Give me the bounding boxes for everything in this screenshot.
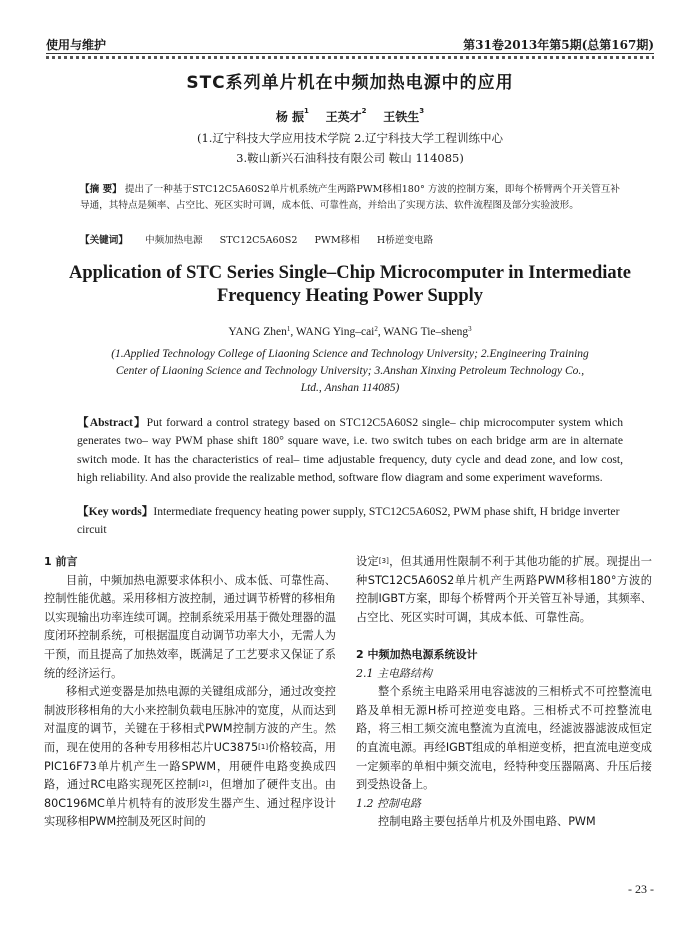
right-para-text-b: ，但其通用性限制不利于其他功能的扩展。现提出一种STC12C5A60S2单片机产生两路PWM移相180°方波的控制IGBT方案，即每个桥臂两个开关管互补导通，其频率、占空比、死区实时可调，其成本低、可靠性高。 <box>356 555 652 624</box>
en-author-3: , WANG Tie–sheng <box>377 326 469 338</box>
en-author-1: YANG Zhen <box>228 326 287 338</box>
en-author-2-sup: 2 <box>374 325 378 333</box>
section-2-heading: 2 中频加热电源系统设计 <box>356 647 478 661</box>
cn-author-3: 王铁生 <box>383 110 420 124</box>
section-2-1-heading: 2.1 主电路结构 <box>356 666 432 680</box>
right-paragraph-continued <box>356 553 652 627</box>
cn-abstract-text: 提出了一种基于STC12C5A60S2单片机系统产生两路PWM移相180° 方波的控制方案，即每个桥臂两个开关管互补导通，其特点是频率、占空比、死区实时可调，成本低、可靠性高，并给出了实现方法、软件流程图及部分实验波形。 <box>80 184 620 211</box>
body-column-left <box>44 553 336 832</box>
en-authors <box>0 326 700 338</box>
en-keywords-label: 【Key words】 <box>77 505 154 518</box>
cn-keyword: H桥逆变电路 <box>376 235 434 246</box>
cn-author-2: 王英才 <box>325 110 362 124</box>
cn-author-1-sup: 1 <box>304 107 309 115</box>
en-author-1-sup: 1 <box>286 325 291 333</box>
page-number: - 23 - <box>628 882 654 896</box>
en-abstract <box>77 414 623 488</box>
en-affiliation-line-3: Ltd., Anshan 114085) <box>300 382 400 394</box>
en-affiliation-line-1: (1.Applied Technology College of Liaoning Science and Technology University; 2.Engineering Training <box>111 348 589 360</box>
para-2-text-b: 价格较高，用PIC16F73单片机产生一路SPWM，用硬件电路变换成四路，通过RC电路实现死区控制 <box>44 740 336 792</box>
cn-keyword: STC12C5A60S2 <box>219 235 298 246</box>
section-1-paragraph-1: 目前，中频加热电源要求体积小、成本低、可靠性高、控制性能优越。采用移相方波控制，通过调节桥臂的移相角以实现输出功率连续可调。控制系统采用基于微处理器的温度闭环控制系统，可根据温度自动调节功率大小，无需人为干预，而且提高了加热效率，既满足了工艺要求又保证了系统的经济运行。 <box>44 573 336 680</box>
citation-2: [2] <box>198 780 209 789</box>
header-rule <box>46 53 654 59</box>
cn-keyword: PWM移相 <box>314 235 360 246</box>
cn-author-2-sup: 2 <box>361 107 367 115</box>
en-author-3-sup: 3 <box>468 325 472 333</box>
cn-keywords-label: 【关键词】 <box>80 235 128 246</box>
cn-authors <box>0 108 700 125</box>
cn-keyword: 中频加热电源 <box>145 235 203 246</box>
section-2-2-heading: 1.2 控制电路 <box>356 796 421 810</box>
cn-keywords <box>80 232 620 246</box>
citation-3: [3] <box>378 557 389 565</box>
en-keywords-text: Intermediate frequency heating power supply, STC12C5A60S2, PWM phase shift, H bridge inverter circuit <box>77 505 620 537</box>
running-header <box>46 36 654 52</box>
cn-abstract-label: 【摘 要】 <box>80 184 122 195</box>
section-1-heading: 1 前言 <box>44 555 78 568</box>
cn-affiliation-2: 3.鞍山新兴石油科技有限公司 鞍山 114085) <box>236 151 464 165</box>
header-issue: 第31卷2013年第5期(总第167期) <box>463 38 654 52</box>
en-keywords <box>77 503 623 540</box>
body-column-right <box>356 553 652 832</box>
section-2-2-paragraph: 控制电路主要包括单片机及外围电路、PWM <box>378 815 596 829</box>
en-abstract-label: 【Abstract】 <box>77 416 147 429</box>
en-affiliation <box>60 346 640 397</box>
en-title-line-1: Application of STC Series Single–Chip Microcomputer in Intermediate <box>68 263 631 283</box>
cn-affiliation-1: (1.辽宁科技大学应用技术学院 2.辽宁科技大学工程训练中心 <box>196 131 504 145</box>
cn-author-3-sup: 3 <box>419 107 425 115</box>
section-2-1-paragraph: 整个系统主电路采用电容滤波的三相桥式不可控整流电路及单相无源H桥可控逆变电路。三相桥式不可控整流电路，将三相工频交流电整流为直流电，经滤波器滤波成恒定的直流电源。再经IGBT组成的单相逆变桥，把直流电逆变成一定频率的单相中频交流电，经特种变压器隔离、升压后接到受热设备上。 <box>356 685 652 792</box>
para-2-text-a: 移相式逆变器是加热电源的关键组成部分，通过改变控制波形移相角的大小来控制负载电压脉冲的宽度，从而达到对温度的调节，关键在于移相式PWM控制方波的产生。然而，现在使用的各种专用移相芯片UC3875 <box>44 685 336 754</box>
section-1-paragraph-2 <box>44 683 336 832</box>
citation-1: [1] <box>258 742 269 751</box>
en-abstract-text: Put forward a control strategy based on STC12C5A60S2 single– chip microcomputer system which generates two– way PWM phase shift 180° square wave, i.e. two switch tubes on each bridge arm are in alternate switch mode. It has the characteristics of real– time adjustable frequency, duty cycle and dead zone, and low cost, high reliability. And also provide the realizable method, software flow diagram and some experiment waveforms. <box>77 416 623 485</box>
en-title-line-2: Frequency Heating Power Supply <box>216 286 484 306</box>
cn-title: STC系列单片机在中频加热电源中的应用 <box>186 73 514 93</box>
right-para-text-a: 设定 <box>356 555 379 568</box>
para-2-text-c: ，但增加了硬件支出。由80C196MC单片机特有的波形发生器产生、通过程序设计实现移相PWM控制及死区时间的 <box>44 778 336 829</box>
en-author-2: , WANG Ying–cai <box>290 326 375 338</box>
en-title <box>0 262 700 308</box>
cn-author-1: 杨 振 <box>275 110 305 124</box>
en-affiliation-line-2: Center of Liaoning Science and Technology University; 3.Anshan Xinxing Petroleum Technology Co., <box>115 365 585 377</box>
spacer <box>356 627 652 646</box>
cn-abstract <box>80 182 620 214</box>
header-section: 使用与维护 <box>46 38 107 52</box>
